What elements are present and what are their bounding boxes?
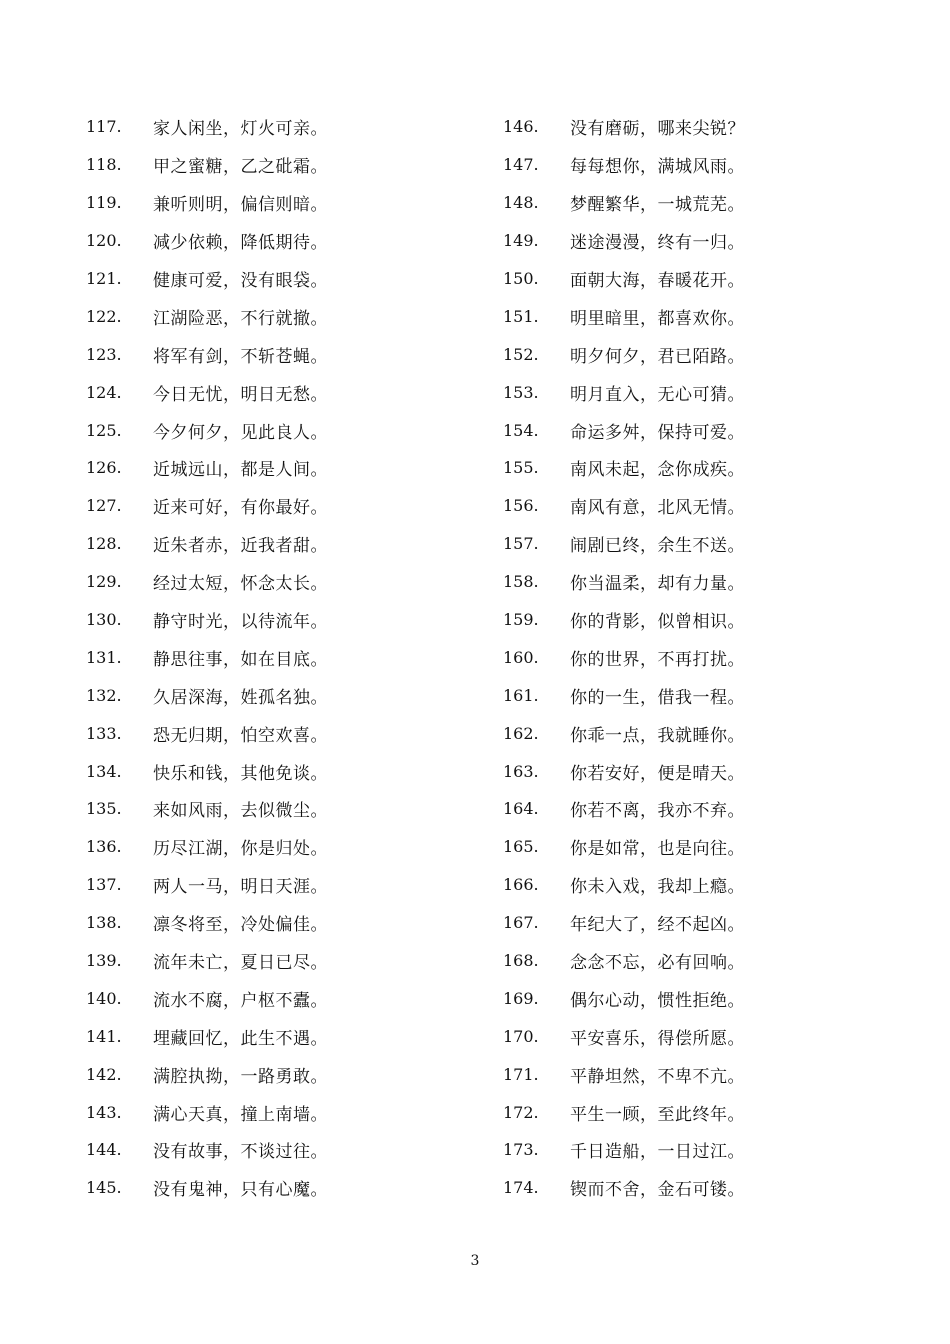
list-item xyxy=(86,638,486,676)
item-number: 148. xyxy=(503,193,539,213)
item-text: 近来可好，有你最好。 xyxy=(153,498,328,519)
item-text: 你当温柔，却有力量。 xyxy=(570,574,745,595)
item-number: 157. xyxy=(503,534,539,554)
left-column xyxy=(86,108,486,1207)
list-item xyxy=(503,487,903,525)
item-number: 169. xyxy=(503,988,539,1008)
list-item xyxy=(86,601,486,639)
item-text: 闹剧已终，余生不送。 xyxy=(570,536,745,557)
item-text: 满腔执拗，一路勇敢。 xyxy=(153,1066,328,1087)
item-number: 158. xyxy=(503,572,539,592)
item-text: 久居深海，姓孤名独。 xyxy=(153,687,328,708)
item-text: 江湖险恶，不行就撤。 xyxy=(153,308,328,329)
list-item xyxy=(86,1055,486,1093)
item-number: 159. xyxy=(503,610,539,630)
item-text: 你的世界，不再打扰。 xyxy=(570,649,745,670)
item-text: 年纪大了，经不起凶。 xyxy=(570,915,745,936)
item-text: 偶尔心动，惯性拒绝。 xyxy=(570,990,745,1011)
item-number: 120. xyxy=(86,231,122,251)
item-number: 170. xyxy=(503,1026,539,1046)
list-item xyxy=(86,1169,486,1207)
item-number: 125. xyxy=(86,420,122,440)
item-text: 流水不腐，户枢不蠹。 xyxy=(153,990,328,1011)
item-text: 恐无归期，怕空欢喜。 xyxy=(153,725,328,746)
item-text: 平生一顾，至此终年。 xyxy=(570,1104,745,1125)
list-item xyxy=(503,714,903,752)
item-text: 埋藏回忆，此生不遇。 xyxy=(153,1028,328,1049)
list-item xyxy=(503,411,903,449)
item-number: 119. xyxy=(86,193,122,213)
list-item xyxy=(503,1017,903,1055)
list-item xyxy=(86,222,486,260)
item-text: 没有磨砺，哪来尖锐？ xyxy=(570,119,745,140)
item-number: 121. xyxy=(86,269,122,288)
item-text: 静思往事，如在目底。 xyxy=(153,649,328,670)
item-text: 南风未起，念你成疾。 xyxy=(570,460,745,481)
list-item xyxy=(503,108,903,146)
item-number: 130. xyxy=(86,610,122,630)
item-text: 没有鬼神，只有心魔。 xyxy=(153,1180,328,1201)
list-item xyxy=(503,184,903,222)
list-item xyxy=(503,373,903,411)
item-text: 命运多舛，保持可爱。 xyxy=(570,422,745,443)
item-text: 快乐和钱，其他免谈。 xyxy=(153,763,328,784)
item-number: 156. xyxy=(503,496,539,516)
item-number: 133. xyxy=(86,723,122,743)
list-item xyxy=(503,1131,903,1169)
list-item xyxy=(503,942,903,980)
item-number: 145. xyxy=(86,1178,122,1198)
item-number: 144. xyxy=(86,1140,122,1160)
item-text: 你的一生，借我一程。 xyxy=(570,687,745,708)
item-number: 123. xyxy=(86,344,122,364)
item-number: 165. xyxy=(503,837,539,857)
list-item xyxy=(503,979,903,1017)
item-text: 你未入戏，我却上瘾。 xyxy=(570,877,745,898)
item-text: 流年未亡，夏日已尽。 xyxy=(153,953,328,974)
item-number: 167. xyxy=(503,913,539,933)
page-number: 3 xyxy=(470,1253,480,1269)
item-number: 173. xyxy=(503,1140,539,1160)
item-text: 千日造船，一日过江。 xyxy=(570,1142,745,1163)
item-number: 147. xyxy=(503,155,539,175)
item-number: 137. xyxy=(86,875,122,895)
list-item xyxy=(86,525,486,563)
item-number: 118. xyxy=(86,155,122,175)
item-number: 122. xyxy=(86,306,122,326)
list-item xyxy=(86,260,486,298)
item-number: 149. xyxy=(503,231,539,251)
item-text: 平静坦然，不卑不亢。 xyxy=(570,1066,745,1087)
list-item xyxy=(503,866,903,904)
item-number: 161. xyxy=(503,685,539,705)
item-text: 两人一马，明日天涯。 xyxy=(153,877,328,898)
item-number: 143. xyxy=(86,1102,122,1122)
list-item xyxy=(86,335,486,373)
item-text: 明夕何夕，君已陌路。 xyxy=(570,346,745,367)
list-item xyxy=(503,563,903,601)
item-text: 将军有剑，不斩苍蝇。 xyxy=(153,346,328,367)
item-number: 135. xyxy=(86,799,122,819)
item-text: 你乖一点，我就睡你。 xyxy=(570,725,745,746)
item-number: 153. xyxy=(503,382,539,402)
item-number: 127. xyxy=(86,496,122,516)
item-text: 满心天真，撞上南墙。 xyxy=(153,1104,328,1125)
item-text: 今日无忧，明日无愁。 xyxy=(153,384,328,405)
item-number: 160. xyxy=(503,647,539,667)
list-item xyxy=(86,373,486,411)
list-item xyxy=(503,222,903,260)
item-number: 134. xyxy=(86,761,122,781)
list-item xyxy=(503,752,903,790)
list-item xyxy=(86,487,486,525)
list-item xyxy=(503,601,903,639)
item-number: 154. xyxy=(503,420,539,440)
list-item xyxy=(503,790,903,828)
item-number: 126. xyxy=(86,458,122,478)
item-number: 139. xyxy=(86,951,122,971)
item-text: 静守时光，以待流年。 xyxy=(153,612,328,633)
item-number: 164. xyxy=(503,799,539,819)
item-text: 你是如常，也是向往。 xyxy=(570,839,745,860)
list-item xyxy=(503,1169,903,1207)
list-item xyxy=(86,904,486,942)
item-number: 172. xyxy=(503,1102,539,1122)
item-number: 138. xyxy=(86,913,122,933)
list-item xyxy=(503,525,903,563)
item-number: 155. xyxy=(503,458,539,478)
list-item xyxy=(86,563,486,601)
list-item xyxy=(86,942,486,980)
list-item xyxy=(86,411,486,449)
list-item xyxy=(86,828,486,866)
list-item xyxy=(503,828,903,866)
item-text: 明月直入，无心可猜。 xyxy=(570,384,745,405)
item-number: 168. xyxy=(503,951,539,971)
item-text: 健康可爱，没有眼袋。 xyxy=(153,271,328,291)
list-item xyxy=(503,638,903,676)
list-item xyxy=(503,904,903,942)
list-item xyxy=(503,1055,903,1093)
list-item xyxy=(86,1131,486,1169)
item-text: 凛冬将至，冷处偏佳。 xyxy=(153,915,328,936)
list-item xyxy=(503,449,903,487)
right-column xyxy=(503,108,903,1207)
item-text: 历尽江湖，你是归处。 xyxy=(153,839,328,860)
list-item xyxy=(86,676,486,714)
list-item xyxy=(86,297,486,335)
item-text: 迷途漫漫，终有一归。 xyxy=(570,233,745,254)
item-text: 没有故事，不谈过往。 xyxy=(153,1142,328,1163)
item-number: 162. xyxy=(503,723,539,743)
item-text: 平安喜乐，得偿所愿。 xyxy=(570,1028,745,1049)
item-text: 锲而不舍，金石可镂。 xyxy=(570,1180,745,1201)
item-text: 你若安好，便是晴天。 xyxy=(570,763,745,784)
item-number: 132. xyxy=(86,685,122,705)
item-number: 140. xyxy=(86,988,122,1008)
item-number: 151. xyxy=(503,306,539,326)
list-item xyxy=(86,1093,486,1131)
list-item xyxy=(86,184,486,222)
item-text: 甲之蜜糖，乙之砒霜。 xyxy=(153,157,328,178)
item-number: 131. xyxy=(86,647,122,667)
item-number: 129. xyxy=(86,572,122,592)
list-item xyxy=(86,146,486,184)
item-number: 171. xyxy=(503,1064,539,1084)
item-number: 141. xyxy=(86,1026,122,1046)
list-item xyxy=(86,714,486,752)
item-text: 南风有意，北风无情。 xyxy=(570,498,745,519)
item-number: 117. xyxy=(86,117,122,137)
item-text: 近城远山，都是人间。 xyxy=(153,460,328,481)
item-number: 166. xyxy=(503,875,539,895)
item-text: 减少依赖，降低期待。 xyxy=(153,233,328,254)
item-number: 124. xyxy=(86,382,122,402)
item-text: 兼听则明，偏信则暗。 xyxy=(153,195,328,216)
list-item xyxy=(503,1093,903,1131)
item-number: 146. xyxy=(503,117,539,137)
list-item xyxy=(86,790,486,828)
item-number: 174. xyxy=(503,1178,539,1198)
list-item xyxy=(86,866,486,904)
item-number: 152. xyxy=(503,344,539,364)
list-item xyxy=(503,676,903,714)
item-number: 128. xyxy=(86,534,122,554)
item-text: 明里暗里，都喜欢你。 xyxy=(570,308,745,329)
item-text: 梦醒繁华，一城荒芜。 xyxy=(570,195,745,216)
list-item xyxy=(503,146,903,184)
item-number: 136. xyxy=(86,837,122,857)
list-item xyxy=(503,260,903,298)
list-item xyxy=(86,449,486,487)
item-text: 念念不忘，必有回响。 xyxy=(570,953,745,974)
list-item xyxy=(86,1017,486,1055)
list-item xyxy=(86,752,486,790)
item-text: 你的背影，似曾相识。 xyxy=(570,612,745,633)
list-item xyxy=(503,297,903,335)
list-item xyxy=(503,335,903,373)
item-number: 142. xyxy=(86,1064,122,1084)
item-text: 家人闲坐，灯火可亲。 xyxy=(153,119,328,140)
item-text: 经过太短，怀念太长。 xyxy=(153,574,328,595)
item-text: 面朝大海，春暖花开。 xyxy=(570,271,745,291)
item-number: 163. xyxy=(503,761,539,781)
item-number: 150. xyxy=(503,269,539,288)
item-text: 每每想你，满城风雨。 xyxy=(570,157,745,178)
item-text: 近朱者赤，近我者甜。 xyxy=(153,536,328,557)
item-text: 你若不离，我亦不弃。 xyxy=(570,801,745,822)
list-item xyxy=(86,979,486,1017)
item-text: 今夕何夕，见此良人。 xyxy=(153,422,328,443)
list-item xyxy=(86,108,486,146)
item-text: 来如风雨，去似微尘。 xyxy=(153,801,328,822)
